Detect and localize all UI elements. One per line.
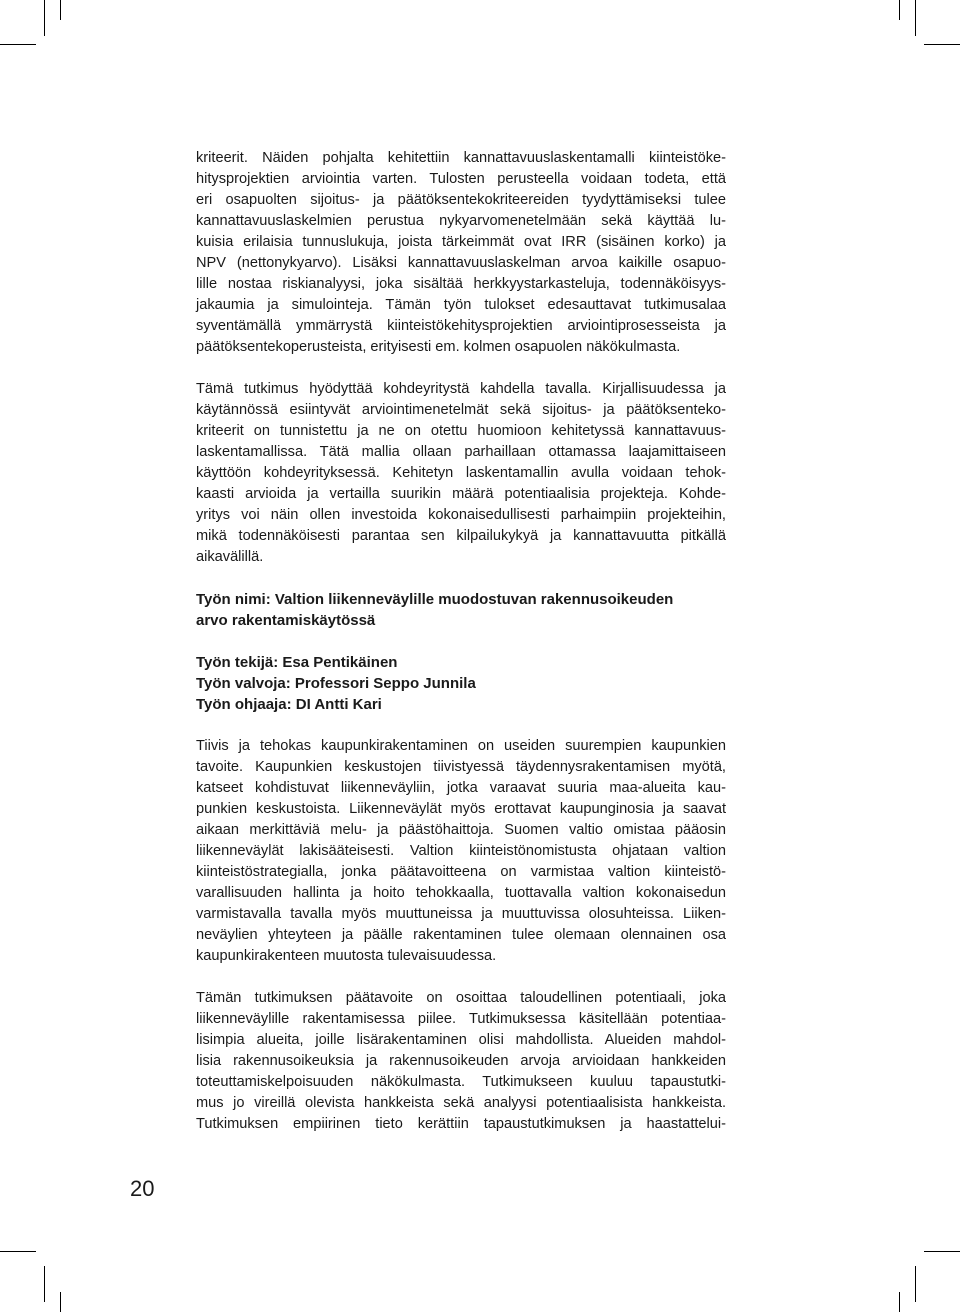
text-line: Tämän tutkimuksen päätavoite on osoittaa taloudellinen potentiaali, joka (196, 990, 726, 1006)
text-line: kriteerit on tunnistettu ja ne on otettu huomioon kehitetyssä kannattavuus- (196, 423, 726, 439)
text-line: aikaan merkittäviä melu- ja päästöhaittoja. Suomen valtio omistaa pääosin (196, 822, 726, 838)
text-line: lisia rakennusoikeuksia ja rakennusoikeuden arvoja arvioidaan hankkeiden (196, 1053, 726, 1069)
paragraph-gap (196, 967, 726, 988)
work-author: Työn tekijä: Esa Pentikäinen (196, 654, 398, 671)
text-line: mus jo vireillä olevista hankkeista sekä analyysi potentiaalisista hankkeista. (196, 1095, 726, 1111)
text-line: kannattavuuslaskelmien perustua nykyarvomenetelmään sekä käyttää lu- (196, 213, 726, 229)
work-instructor: Työn ohjaaja: DI Antti Kari (196, 696, 382, 713)
crop-mark (899, 0, 900, 20)
paragraph-gap (196, 568, 726, 589)
text-line: aikavälillä. (196, 549, 264, 565)
crop-mark (60, 0, 61, 20)
text-line: neväylien yhteyteen ja päälle rakentaminen tulee olemaan olennainen osa (196, 927, 726, 943)
abstract-paragraph-1 (196, 736, 726, 967)
crop-mark (915, 1266, 916, 1302)
crop-mark (0, 1251, 36, 1252)
text-line: Tämä tutkimus hyödyttää kohdeyritystä kahdella tavalla. Kirjallisuudessa ja (196, 381, 726, 397)
text-line: kaasti arvioida ja vertailla suurikin määrä potentiaalisia projekteja. Kohde- (196, 486, 726, 502)
text-line: punkien keskustoista. Liikenneväylät myös erottavat kaupunginosia ja saavat (196, 801, 726, 817)
text-line: päätöksentekoperusteista, erityisesti em. kolmen osapuolen näkökulmasta. (196, 339, 681, 355)
text-line: kaupunkirakenteen muutosta tulevaisuudessa. (196, 948, 497, 964)
work-title (196, 589, 726, 631)
work-title-line: Työn nimi: Valtion liikenneväylille muodostuvan rakennusoikeuden (196, 591, 674, 608)
text-line: laskentamallissa. Tätä mallia ollaan parhaillaan ottamassa laajamittaiseen (196, 444, 726, 460)
text-line: käytännössä esiintyvät arviointimenetelmät sekä sijoitus- ja päätöksenteko- (196, 402, 726, 418)
text-line: toteuttamiskelpoisuuden näkökulmasta. Tutkimukseen kuuluu tapaustutki- (196, 1074, 726, 1090)
paragraph-2 (196, 379, 726, 568)
text-line: katseet kohdistuvat liikenneväyliin, jotka varaavat suuria maa-alueita kau- (196, 780, 726, 796)
text-line: NPV (nettonykyarvo). Lisäksi kannattavuuslaskelman arvoa kaikille osapuo- (196, 255, 726, 271)
paragraph-1 (196, 148, 726, 358)
crop-mark (44, 0, 45, 36)
work-title-line: arvo rakentamiskäytössä (196, 612, 376, 629)
text-line: Tiivis ja tehokas kaupunkirakentaminen on useiden suurempien kaupunkien (196, 738, 726, 754)
page-body (196, 148, 726, 1135)
crop-mark (60, 1292, 61, 1312)
text-line: liikenneväylille rakentamisessa piilee. Tutkimuksessa käsitellään potentiaa- (196, 1011, 726, 1027)
text-line: käyttöön kohdeyrityksessä. Kehitetyn laskentamallin avulla voidaan tehok- (196, 465, 726, 481)
crop-mark (924, 1251, 960, 1252)
text-line: yritys voi näin ollen investoida kokonaisedullisesti parhaimpiin projekteihin, (196, 507, 726, 523)
text-line: tavoite. Kaupunkien keskustojen tiivistyessä täydennysrakentamisen myötä, (196, 759, 726, 775)
paragraph-gap (196, 631, 726, 652)
paragraph-gap (196, 715, 726, 736)
crop-mark (899, 1292, 900, 1312)
crop-mark (915, 0, 916, 36)
text-line: hitysprojektien arviointia varten. Tulosten perusteella voidaan todeta, että (196, 171, 726, 187)
crop-mark (0, 44, 36, 45)
text-line: jakaumia ja simulointeja. Tämän työn tulokset edesauttavat tutkimusalaa (196, 297, 726, 313)
page-number: 20 (130, 1176, 155, 1201)
text-line: varallisuuden hallinta ja hoito tehokkaalla, tuottavalla valtion kokonaisedun (196, 885, 726, 901)
text-line: eri osapuolten sijoitus- ja päätöksentekokriteereiden tyydyttämiseksi tulee (196, 192, 726, 208)
text-line: mikä todennäköisesti parantaa sen kilpailukykyä ja kannattavuutta pitkällä (196, 528, 726, 544)
crop-mark (924, 44, 960, 45)
text-line: lille nostaa riskianalyysi, joka sisältää herkkyystarkasteluja, todennäköisyys- (196, 276, 726, 292)
text-line: kiinteistöstrategialla, jonka päätavoitteena on varmistaa valtion kiinteistö- (196, 864, 726, 880)
text-line: varmistavalla tavalla myös muuttuneissa ja muuttuvissa olosuhteissa. Liiken- (196, 906, 726, 922)
text-line: lisimpia alueita, joille lisärakentaminen olisi mahdollista. Alueiden mahdol- (196, 1032, 726, 1048)
text-line: Tutkimuksen empiirinen tieto kerättiin tapaustutkimuksen ja haastattelui- (196, 1116, 726, 1132)
text-line: syventämällä ymmärrystä kiinteistökehitysprojektien arviointiprosesseista ja (196, 318, 726, 334)
paragraph-gap (196, 358, 726, 379)
text-line: kriteerit. Näiden pohjalta kehitettiin kannattavuuslaskentamalli kiinteistöke- (196, 150, 726, 166)
work-credits (196, 652, 726, 715)
abstract-paragraph-2 (196, 988, 726, 1135)
crop-mark (44, 1266, 45, 1302)
text-line: kuisia erilaisia tunnuslukuja, joista tärkeimmät ovat IRR (sisäinen korko) ja (196, 234, 726, 250)
work-supervisor: Työn valvoja: Professori Seppo Junnila (196, 675, 476, 692)
text-line: liikenneväylät lakisääteisesti. Valtion kiinteistönomistusta ohjataan valtion (196, 843, 726, 859)
